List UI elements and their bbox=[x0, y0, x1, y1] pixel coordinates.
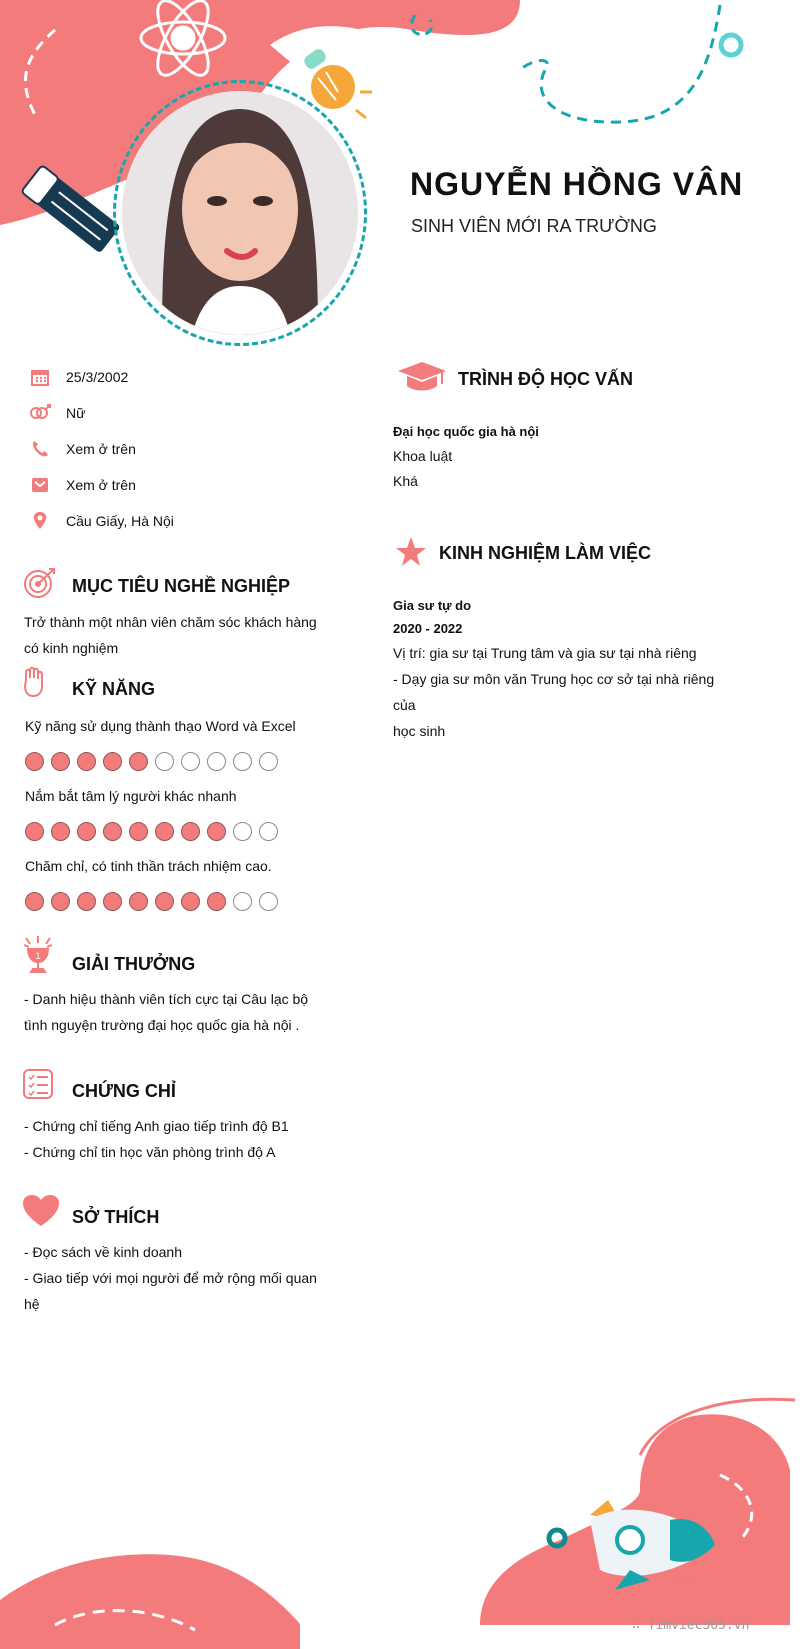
rating-dot-empty bbox=[155, 752, 174, 771]
contact-address: Cầu Giấy, Hà Nội bbox=[28, 508, 174, 534]
contact-gender: Nữ bbox=[28, 400, 85, 426]
experience-text: Vị trí: gia sư tại Trung tâm và gia sư tại nhà riêng - Dạy gia sư môn văn Trung học cơ sở tại nhà riêng của học sinh bbox=[393, 645, 715, 739]
experience-job: Gia sư tự do bbox=[393, 598, 472, 613]
experience-title: KINH NGHIỆM LÀM VIỆC bbox=[439, 543, 652, 563]
calendar-icon bbox=[28, 365, 52, 389]
avatar bbox=[122, 91, 358, 335]
education-grade: Khá bbox=[393, 473, 418, 489]
rating-dot-filled bbox=[77, 892, 96, 911]
rating-dot-filled bbox=[181, 892, 200, 911]
rating-dot-empty bbox=[259, 752, 278, 771]
experience-period: 2020 - 2022 bbox=[393, 621, 463, 636]
rating-dot-filled bbox=[129, 752, 148, 771]
rating-dot-filled bbox=[51, 752, 70, 771]
rating-dot-empty bbox=[233, 822, 252, 841]
rating-dot-filled bbox=[129, 822, 148, 841]
candidate-name: NGUYỄN HỒNG VÂN bbox=[410, 166, 744, 202]
heart-icon bbox=[22, 1194, 60, 1228]
rating-dot-filled bbox=[207, 822, 226, 841]
bottom-left-blob-shape bbox=[0, 1554, 300, 1649]
skill-label: Chăm chỉ, có tinh thần trách nhiệm cao. bbox=[25, 858, 272, 874]
watermark-text: ∴ Timviec365.vn bbox=[632, 1618, 750, 1633]
trophy-icon bbox=[22, 934, 56, 974]
awards-title: GIẢI THƯỞNG bbox=[72, 954, 196, 974]
graduation-cap-icon bbox=[396, 360, 448, 394]
svg-text:1: 1 bbox=[35, 951, 41, 961]
rating-dot-empty bbox=[233, 752, 252, 771]
education-title: TRÌNH ĐỘ HỌC VẤN bbox=[458, 369, 633, 389]
contact-birthdate: 25/3/2002 bbox=[28, 364, 128, 390]
objective-text: Trở thành một nhân viên chăm sóc khách hàng có kinh nghiệm bbox=[24, 614, 317, 656]
candidate-role: SINH VIÊN MỚI RA TRƯỜNG bbox=[411, 216, 657, 236]
rating-dot-empty bbox=[181, 752, 200, 771]
rating-dot-filled bbox=[129, 892, 148, 911]
contact-phone: Xem ở trên bbox=[28, 436, 136, 462]
rating-dot-empty bbox=[259, 822, 278, 841]
hobbies-title: SỞ THÍCH bbox=[72, 1207, 160, 1227]
rating-dot-empty bbox=[207, 752, 226, 771]
certificates-title: CHỨNG CHỈ bbox=[72, 1081, 176, 1101]
skill-rating bbox=[25, 892, 278, 911]
rating-dot-filled bbox=[51, 822, 70, 841]
certificates-text: - Chứng chỉ tiếng Anh giao tiếp trình độ B1 - Chứng chỉ tin học văn phòng trình độ A bbox=[24, 1118, 289, 1160]
checklist-icon bbox=[22, 1068, 56, 1102]
skill-rating bbox=[25, 752, 278, 771]
rating-dot-empty bbox=[233, 892, 252, 911]
hand-icon bbox=[22, 666, 48, 698]
contact-email: Xem ở trên bbox=[28, 472, 136, 498]
skills-title: KỸ NĂNG bbox=[72, 679, 156, 699]
hobbies-text: - Đọc sách về kinh doanh - Giao tiếp với mọi người để mở rộng mối quan hệ bbox=[24, 1244, 317, 1312]
rating-dot-filled bbox=[25, 822, 44, 841]
education-faculty: Khoa luật bbox=[393, 448, 453, 464]
rating-dot-filled bbox=[25, 752, 44, 771]
awards-text: - Danh hiệu thành viên tích cực tại Câu lạc bộ tình nguyện trường đại học quốc gia hà nội . bbox=[24, 991, 309, 1033]
target-icon bbox=[22, 566, 58, 600]
education-school: Đại học quốc gia hà nội bbox=[393, 424, 539, 439]
rating-dot-filled bbox=[103, 752, 122, 771]
skill-label: Kỹ năng sử dụng thành thạo Word và Excel bbox=[25, 718, 296, 734]
star-icon bbox=[395, 536, 427, 568]
gender-icon bbox=[28, 401, 52, 425]
rating-dot-filled bbox=[155, 892, 174, 911]
rating-dot-filled bbox=[77, 822, 96, 841]
skill-label: Nắm bắt tâm lý người khác nhanh bbox=[25, 788, 237, 804]
rating-dot-filled bbox=[25, 892, 44, 911]
location-pin-icon bbox=[28, 509, 52, 533]
phone-icon bbox=[28, 437, 52, 461]
rating-dot-empty bbox=[259, 892, 278, 911]
objective-title: MỤC TIÊU NGHỀ NGHIỆP bbox=[72, 576, 291, 596]
email-icon bbox=[28, 473, 52, 497]
rating-dot-filled bbox=[103, 892, 122, 911]
rating-dot-filled bbox=[103, 822, 122, 841]
rating-dot-filled bbox=[77, 752, 96, 771]
skill-rating bbox=[25, 822, 278, 841]
rating-dot-filled bbox=[207, 892, 226, 911]
rating-dot-filled bbox=[155, 822, 174, 841]
rating-dot-filled bbox=[51, 892, 70, 911]
rating-dot-filled bbox=[181, 822, 200, 841]
